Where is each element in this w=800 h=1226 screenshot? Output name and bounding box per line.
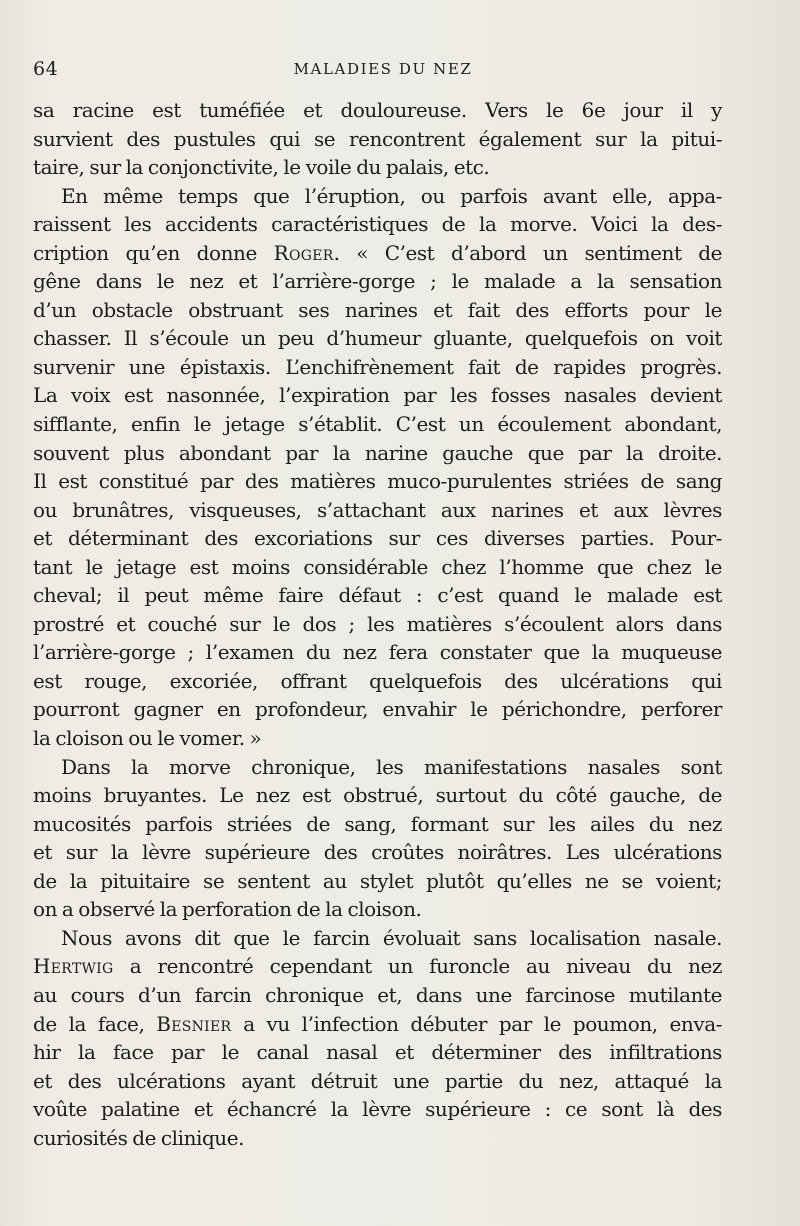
text-line: mucosités parfois striées de sang, formant sur les ailes du nez	[33, 811, 722, 836]
text-line: ou brunâtres, visqueuses, s’attachant aux narines et aux lèvres	[33, 497, 722, 522]
text-line: tant le jetage est moins considérable chez l’homme que chez le	[33, 554, 722, 579]
text-line: hir la face par le canal nasal et déterminer des infiltrations	[33, 1040, 722, 1065]
text-line: au cours d’un farcin chronique et, dans une farcinose mutilante	[33, 982, 722, 1007]
text-line: moins bruyantes. Le nez est obstrué, surtout du côté gauche, de	[33, 783, 722, 808]
text-line: survenir une épistaxis. L’enchifrènement fait de rapides progrès.	[33, 354, 722, 379]
text-line: Il est constitué par des matières muco-purulentes striées de sang	[33, 469, 722, 494]
text-line: pourront gagner en profondeur, envahir le périchondre, perforer	[33, 697, 722, 722]
author-name: Roger	[273, 240, 334, 265]
text-line: voûte palatine et échancré la lèvre supérieure : ce sont là des	[33, 1097, 722, 1122]
page-number: 64	[33, 58, 59, 80]
text-line: chasser. Il s’écoule un peu d’humeur gluante, quelquefois on voit	[33, 326, 722, 351]
line-segment: a rencontré cependant un furoncle au niveau du nez	[113, 954, 722, 979]
text-line: La voix est nasonnée, l’expiration par les fosses nasales devient	[33, 383, 722, 408]
text-line: taire, sur la conjonctivite, le voile du palais, etc.	[33, 155, 490, 180]
text-line: et déterminant des excoriations sur ces diverses parties. Pour-	[33, 526, 722, 551]
text-line: sifflante, enfin le jetage s’établit. C’est un écoulement abondant,	[33, 412, 722, 437]
text-line: souvent plus abondant par la narine gauche que par la droite.	[33, 440, 722, 465]
author-name: Besnier	[156, 1011, 232, 1036]
text-line: En même temps que l’éruption, ou parfois avant elle, appa-	[61, 183, 722, 208]
running-head: MALADIES DU NEZ	[293, 60, 473, 78]
text-line: Dans la morve chronique, les manifestations nasales sont	[61, 754, 722, 779]
text-line	[33, 1010, 722, 1039]
text-line: cheval; il peut même faire défaut : c’est quand le malade est	[33, 583, 722, 608]
text-line	[33, 952, 722, 981]
text-line	[33, 239, 722, 268]
text-line: Nous avons dit que le farcin évoluait sans localisation nasale.	[61, 925, 722, 950]
body-text	[33, 96, 722, 1152]
page-header	[33, 58, 733, 82]
text-line: on a observé la perforation de la cloison.	[33, 897, 422, 922]
text-line: la cloison ou le vomer. »	[33, 726, 262, 751]
text-line: raissent les accidents caractéristiques de la morve. Voici la des-	[33, 212, 722, 237]
text-line: et des ulcérations ayant détruit une partie du nez, attaqué la	[33, 1068, 722, 1093]
text-line: sa racine est tuméfiée et douloureuse. Vers le 6e jour il y	[33, 98, 722, 122]
text-line: et sur la lèvre supérieure des croûtes noirâtres. Les ulcérations	[33, 840, 722, 865]
author-name: Hertwig	[33, 954, 114, 979]
text-line: de la pituitaire se sentent au stylet plutôt qu’elles ne se voient;	[33, 868, 722, 893]
line-segment: . « C’est d’abord un sentiment de	[333, 240, 722, 265]
text-line: d’un obstacle obstruant ses narines et fait des efforts pour le	[33, 297, 722, 322]
text-line: survient des pustules qui se rencontrent également sur la pitui-	[33, 126, 722, 151]
line-segment: cription qu’en donne	[33, 240, 274, 265]
text-line: gêne dans le nez et l’arrière-gorge ; le malade a la sensation	[33, 269, 722, 294]
text-line: prostré et couché sur le dos ; les matières s’écoulent alors dans	[33, 611, 722, 636]
line-segment: a vu l’infection débuter par le poumon, enva-	[231, 1011, 722, 1036]
text-line: est rouge, excoriée, offrant quelquefois des ulcérations qui	[33, 668, 722, 693]
text-line: curiosités de clinique.	[33, 1125, 245, 1150]
text-line: l’arrière-gorge ; l’examen du nez fera constater que la muqueuse	[33, 640, 722, 665]
line-segment: de la face,	[33, 1011, 157, 1036]
